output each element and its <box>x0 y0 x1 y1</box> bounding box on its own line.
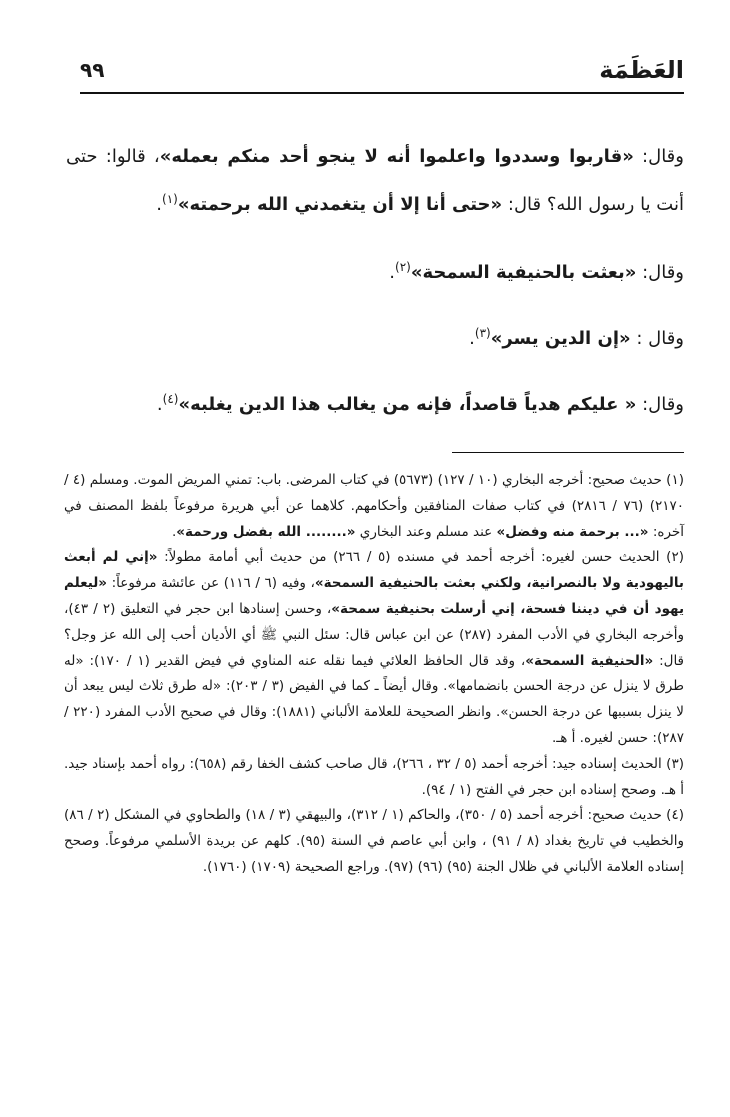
page-number: ٩٩ <box>80 58 105 82</box>
fn1-quote-a: «... برحمة منه وفضل» <box>496 523 649 540</box>
footnote-ref-3[interactable]: (٣) <box>474 326 491 340</box>
footnote-1 <box>64 468 684 545</box>
paragraph-3 <box>66 318 684 354</box>
header-rule <box>80 92 684 94</box>
p3-prefix: وقال : <box>630 328 684 349</box>
fn1-text-a: (١) حديث صحيح: أخرجه البخاري (١٠ / ١٢٧) (٥٦٧٣) في كتاب المرضى. باب: تمني المريض الموت. ومسلم (٤ / ٢١٧٠) (٧٦ / ٢٨١٦) في كتاب صفات المنافقين وأحكامهم. كلاهما عن أبي هريرة مرفوعاً بلفظ المصنف في آخره: <box>64 472 684 540</box>
running-header <box>80 56 684 92</box>
paragraph-4 <box>66 384 684 420</box>
p4-quote: « عليكم هدياً قاصداً، فإنه من يغالب هذا الدين يغلبه» <box>178 394 637 415</box>
p2-quote: «بعثت بالحنيفية السمحة» <box>410 262 637 283</box>
footnote-3: (٣) الحديث إسناده جيد: أخرجه أحمد (٥ / ٣٢ ، ٢٦٦)، قال صاحب كشف الخفا رقم (٦٥٨): رواه أحمد بإسناد جيد. أ هـ. وصحح إسناده ابن حجر في الفتح (١ / ٩٤). <box>64 755 684 798</box>
p2-end: . <box>389 262 396 283</box>
fn1-quote-b: «........ الله بفضل ورحمة» <box>176 523 356 540</box>
paragraph-1 <box>66 136 684 226</box>
p3-quote: «إن الدين يسر» <box>490 328 631 349</box>
footnote-ref-1[interactable]: (١) <box>162 192 178 206</box>
p1-prefix: وقال: <box>633 146 684 167</box>
p4-prefix: وقال: <box>636 394 684 415</box>
fn2-text-d: ، وقد قال الحافظ العلائي فيما نقله عنه المناوي في فيض القدير (١ / ١٧٠): «له طرق لا ينزل عن درجة الحسن بانضمامها». وقال أيضاً ـ كما في الفيض (٣ / ٢٠٣): «له طرق ثلاث ليس يبعد أن لا ينزل بسببها عن درجة الحسن». وانظر الصحيحة للعلامة الألباني (١٨٨١): وقال في صحيح الأدب المفرد (٢٢٠ / ٢٨٧): حسن لغيره. أ هـ. <box>64 652 685 746</box>
fn1-text-c: . <box>171 523 177 540</box>
p1-mid: ، قالوا: حتى أنت يا رسول الله؟ قال: <box>66 146 684 215</box>
fn2-quote-c: «الحنيفية السمحة» <box>525 652 654 669</box>
fn2-quote-a: «إني لم أبعث باليهودية ولا بالنصرانية، ولكني بعثت بالحنيفية السمحة» <box>64 549 685 592</box>
footnote-ref-4[interactable]: (٤) <box>162 392 179 406</box>
p3-end: . <box>469 328 475 349</box>
book-title: العَظَمَة <box>599 56 684 84</box>
p4-end: . <box>156 394 163 415</box>
p1-quote-2: «حتى أنا إلا أن يتغمدني الله برحمته» <box>177 194 503 215</box>
fn2-text-a: (٢) الحديث حسن لغيره: أخرجه أحمد في مسنده (٥ / ٢٦٦) من حديث أبي أمامة مطولاً: <box>157 549 684 566</box>
fn2-text-c: ، وحسن إسنادها ابن حجر في التعليق (٢ / ٤٣)، وأخرجه البخاري في الأدب المفرد (٢٨٧) عن ابن عباس قال: سئل النبي ﷺ أي الأديان أحب إلى الله عز وجل؟ قال: <box>64 600 685 669</box>
footnote-separator <box>452 452 684 453</box>
footnote-ref-2[interactable]: (٢) <box>395 260 411 274</box>
fn1-text-b: عند مسلم وعند البخاري <box>355 523 497 540</box>
fn2-text-b: ، وفيه (٦ / ١١٦) عن عائشة مرفوعاً: <box>107 575 315 592</box>
footnotes <box>64 468 684 881</box>
p1-end: . <box>156 194 162 215</box>
p2-prefix: وقال: <box>636 262 684 283</box>
footnote-2 <box>64 545 684 751</box>
footnote-4: (٤) حديث صحيح: أخرجه أحمد (٥ / ٣٥٠)، والحاكم (١ / ٣١٢)، والبيهقي (٣ / ١٨) والطحاوي في المشكل (٢ / ٨٦) والخطيب في تاريخ بغداد (٨ / ٩١) ، وابن أبي عاصم في السنة (٩٥). كلهم عن بريدة الأسلمي مرفوعاً. وصحح إسناده العلامة الألباني في ظلال الجنة (٩٥) (٩٦) (٩٧). وراجع الصحيحة (١٧٠٩) (١٧٦٠). <box>64 807 684 875</box>
fn2-quote-b: «ليعلم يهود أن في ديننا فسحة، إني أرسلت بحنيفية سمحة» <box>64 575 685 617</box>
paragraph-2 <box>66 252 684 288</box>
p1-quote: «قاربوا وسددوا واعلموا أنه لا ينجو أحد منكم بعمله» <box>159 146 634 167</box>
main-text <box>66 136 684 450</box>
